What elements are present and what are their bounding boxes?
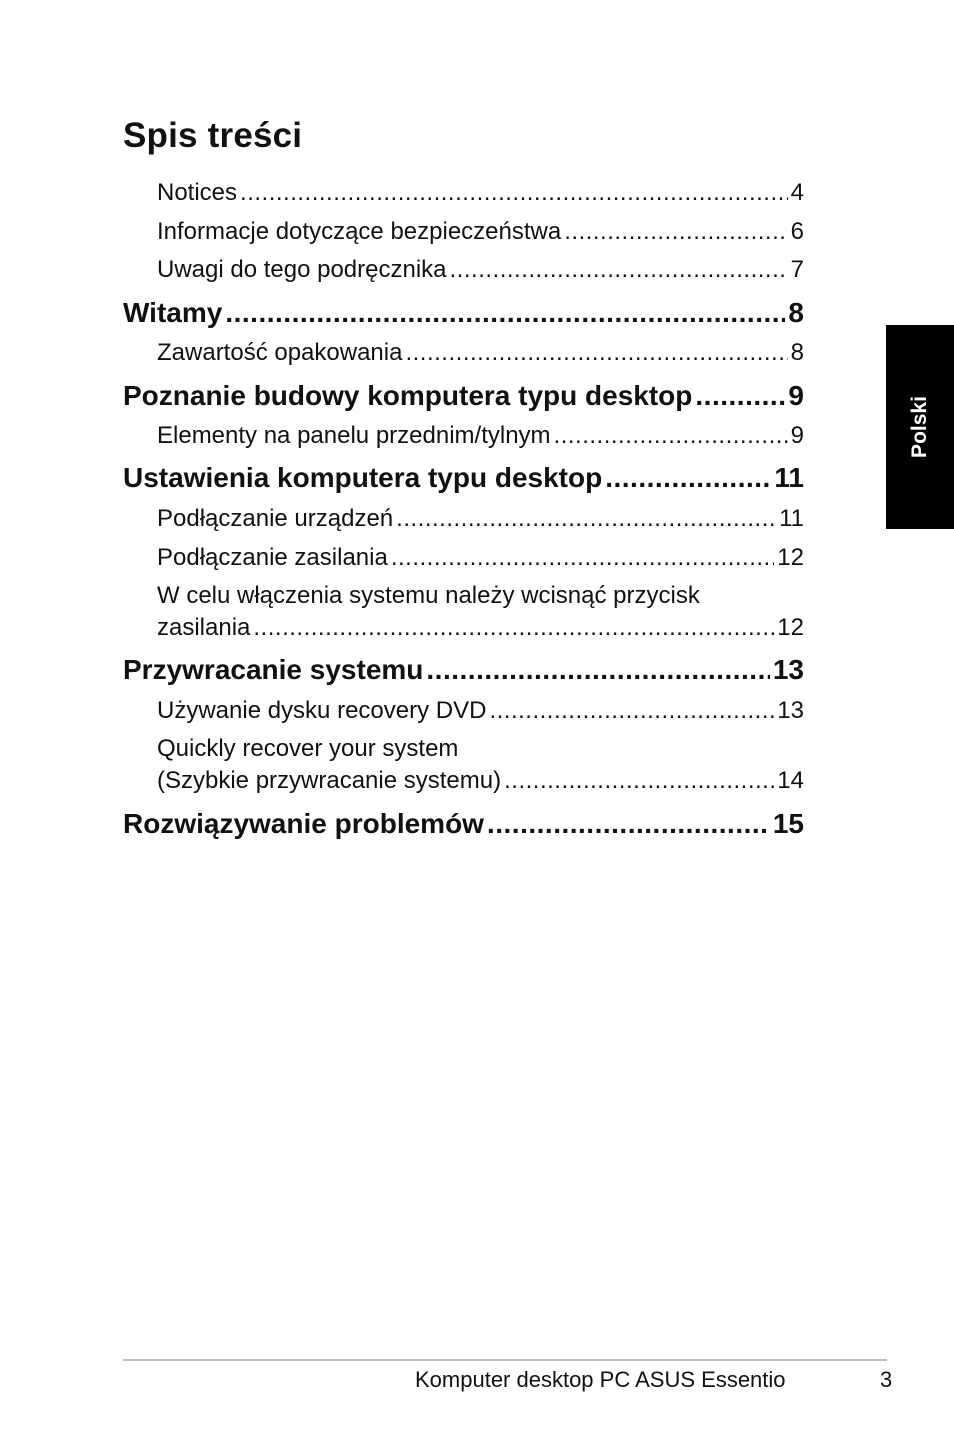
dot-leader [504,766,774,796]
toc-entry-label: Notices [157,179,238,206]
dot-leader [564,217,787,247]
toc-page-number: 7 [790,256,804,283]
dot-leader [396,504,776,534]
toc-page-number: 13 [777,697,804,724]
toc-entry-power-on-line1[interactable]: W celu włączenia systemu należy wcisnąć przycisk [157,582,700,609]
toc-entry-package[interactable] [157,338,804,368]
toc-entry-getting-to-know[interactable] [123,378,804,414]
toc-section-label: Witamy [123,297,223,328]
toc-section-label: Ustawienia komputera typu desktop [123,462,603,493]
dot-leader [405,338,787,368]
toc-entry-connect-power[interactable] [157,543,804,573]
toc-entry-connect-devices[interactable] [157,504,804,534]
toc-section-label: Rozwiązywanie problemów [123,808,484,839]
dot-leader [695,378,785,414]
toc-page-number: 12 [777,544,804,571]
toc-entry-recovery[interactable] [123,652,804,688]
dot-leader [487,806,770,842]
toc-page-number: 9 [790,422,804,449]
language-tab [886,325,954,529]
dot-leader [450,255,788,285]
toc-page-number: 8 [788,297,804,328]
toc-section-label: Przywracanie systemu [123,654,424,685]
toc-page-number: 11 [779,505,804,532]
toc-entry-panels[interactable] [157,421,804,451]
toc-entry-label: Podłączanie zasilania [157,544,388,571]
page-title: Spis treści [123,116,303,155]
footer-page-number: 3 [880,1367,893,1392]
toc-entry-setup[interactable] [123,460,804,496]
toc-entry-label: Podłączanie urządzeń [157,505,394,532]
toc-entry-recovery-dvd[interactable] [157,696,804,726]
dot-leader [225,295,785,331]
toc-entry-manual-notes[interactable] [157,255,804,285]
toc-entry-safety[interactable] [157,217,804,247]
toc-page-number: 15 [772,808,804,839]
toc-section-label: Poznanie budowy komputera typu desktop [123,380,693,411]
dot-leader [391,543,774,573]
toc-entry-quick-recover[interactable] [157,766,804,796]
toc-page-number: 12 [777,614,804,641]
toc-entry-label: zasilania [157,614,251,641]
toc-entry-power-on[interactable] [157,613,804,643]
toc-page-number: 13 [772,654,804,685]
toc-page-number: 6 [790,218,804,245]
dot-leader [605,460,771,496]
language-tab-label: Polski [908,396,931,458]
toc-entry-notices[interactable] [157,178,804,208]
toc-page-number: 8 [790,339,804,366]
toc-entry-troubleshooting[interactable] [123,806,804,842]
toc-page-number: 9 [788,380,804,411]
toc-entry-label: Informacje dotyczące bezpieczeństwa [157,218,562,245]
dot-leader [554,421,788,451]
toc-entry-label: Uwagi do tego podręcznika [157,256,447,283]
dot-leader [253,613,774,643]
footer-product-name: Komputer desktop PC ASUS Essentio [415,1367,786,1392]
dot-leader [240,178,788,208]
footer-divider [123,1359,887,1361]
toc-page-number: 11 [774,462,804,493]
toc-entry-label: Używanie dysku recovery DVD [157,697,487,724]
dot-leader [426,652,769,688]
toc-entry-welcome[interactable] [123,295,804,331]
toc-entry-label: Elementy na panelu przednim/tylnym [157,422,551,449]
dot-leader [489,696,774,726]
toc-entry-label: (Szybkie przywracanie systemu) [157,767,502,794]
toc-entry-quick-recover-line1[interactable]: Quickly recover your system [157,735,459,762]
toc-entry-label: Zawartość opakowania [157,339,403,366]
toc-page-number: 4 [790,179,804,206]
toc-page-number: 14 [777,767,804,794]
